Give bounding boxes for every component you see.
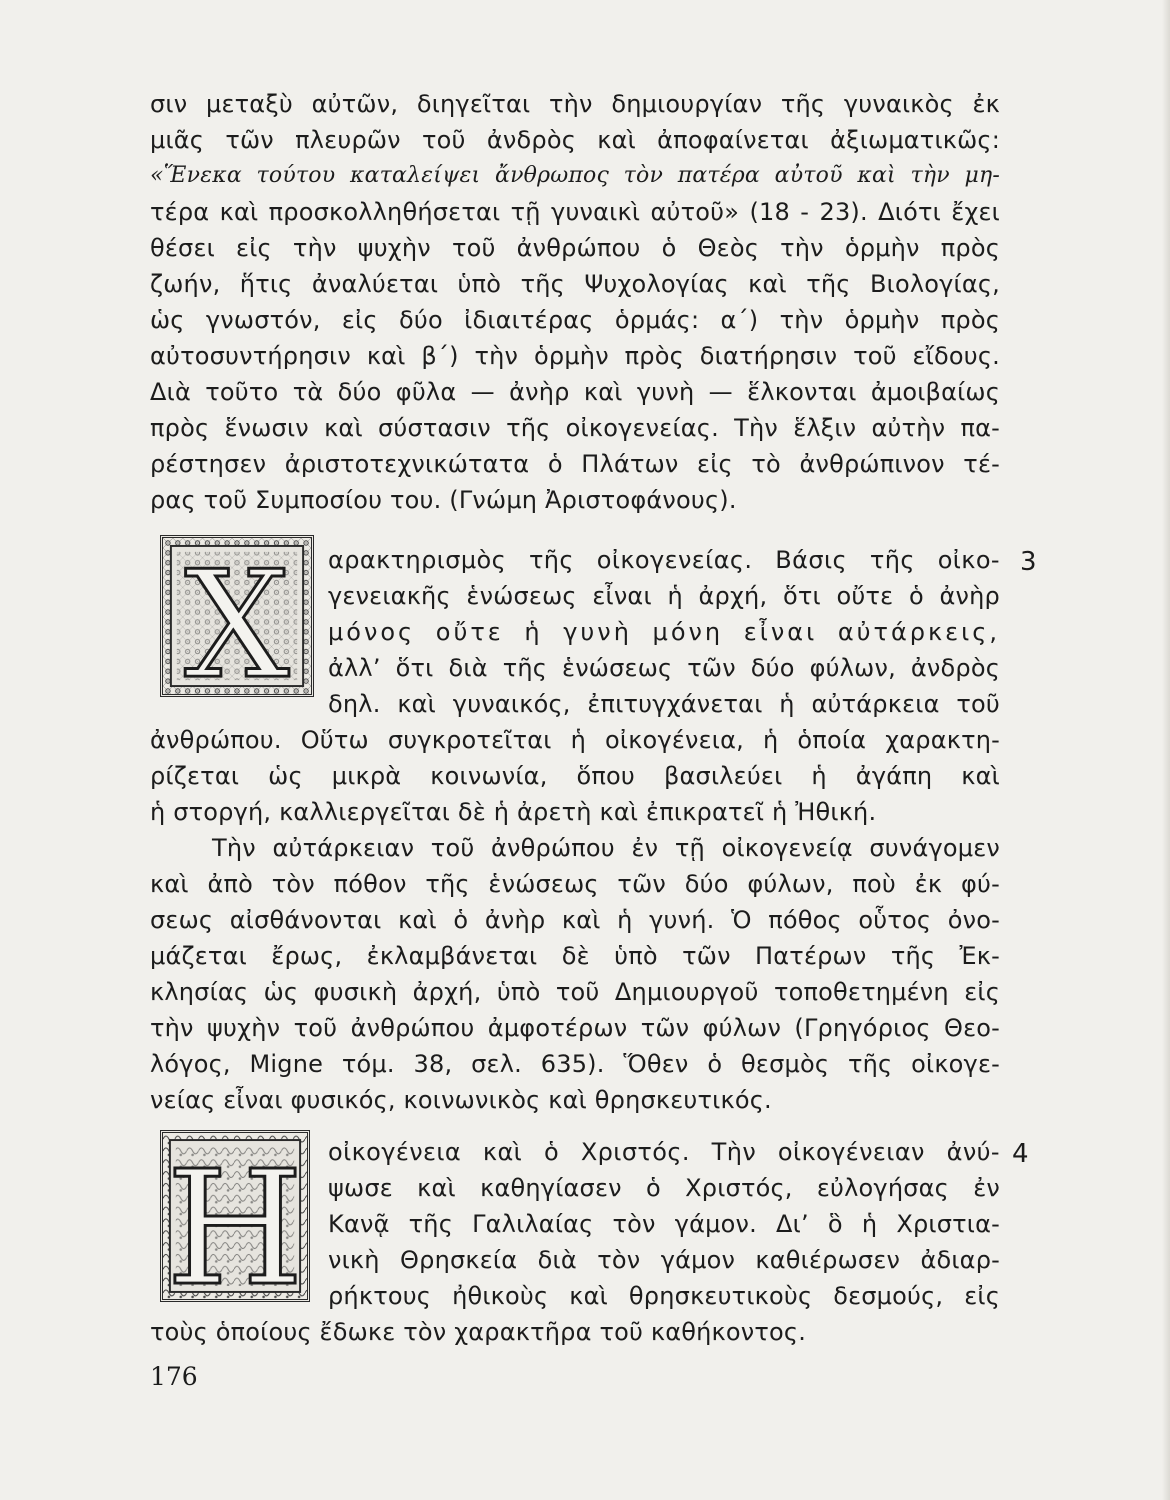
text-line: νείας εἶναι φυσικός, κοινωνικὸς καὶ θρησκευτικός.: [150, 1086, 772, 1114]
text-line: αὐτοσυντήρησιν καὶ β΄) τὴν ὁρμὴν πρὸς διατήρησιν τοῦ εἴδους.: [150, 342, 1000, 370]
text-line: θέσει εἰς τὴν ψυχὴν τοῦ ἀνθρώπου ὁ Θεὸς τὴν ὁρμὴν πρὸς: [150, 234, 1000, 262]
ornamental-initial-chi: [160, 535, 314, 697]
text-line: ρέστησεν ἀριστοτεχνικώτατα ὁ Πλάτων εἰς τὸ ἀνθρώπινον τέ-: [150, 450, 1000, 478]
margin-section-number: 3: [1020, 547, 1037, 577]
page-edge-shadow: [1162, 0, 1170, 1500]
text-line: ἀλλ’ ὅτι διὰ τῆς ἑνώσεως τῶν δύο φύλων, ἀνδρὸς: [328, 654, 1000, 682]
text-line: τέρα καὶ προσκολληθήσεται τῇ γυναικὶ αὐτοῦ» (18 - 23). Διότι ἔχει: [150, 198, 1000, 226]
text-line: μόνος οὔτε ἡ γυνὴ μόνη εἶναι αὐτάρκεις,: [328, 618, 1000, 646]
text-line: νικὴ Θρησκεία διὰ τὸν γάμον καθιέρωσεν ἀδιαρ-: [328, 1246, 1000, 1274]
text-line: Διὰ τοῦτο τὰ δύο φῦλα — ἀνὴρ καὶ γυνὴ — ἕλκονται ἀμοιβαίως: [150, 378, 1000, 406]
text-line: ἡ στοργή, καλλιεργεῖται δὲ ἡ ἀρετὴ καὶ ἐπικρατεῖ ἡ Ἠθική.: [150, 798, 877, 826]
text-line: σιν μεταξὺ αὐτῶν, διηγεῖται τὴν δημιουργίαν τῆς γυναικὸς ἐκ: [150, 90, 1000, 118]
text-line: Τὴν αὐτάρκειαν τοῦ ἀνθρώπου ἐν τῇ οἰκογενείᾳ συνάγομεν: [212, 834, 1000, 862]
eta-initial-icon: [163, 1133, 307, 1299]
text-line: γενειακῆς ἑνώσεως εἶναι ἡ ἀρχή, ὅτι οὔτε ὁ ἀνὴρ: [328, 582, 1000, 610]
quote-line: «Ἕνεκα τούτου καταλείψει ἄνθρωπος τὸν πατέρα αὐτοῦ καὶ τὴν μη-: [150, 163, 1000, 188]
text-line: τοὺς ὁποίους ἔδωκε τὸν χαρακτῆρα τοῦ καθήκοντος.: [150, 1318, 807, 1346]
chi-initial-icon: [163, 538, 311, 694]
text-line: τὴν ψυχὴν τοῦ ἀνθρώπου ἀμφοτέρων τῶν φύλων (Γρηγόριος Θεο-: [150, 1014, 1000, 1042]
svg-text:Η: Η: [166, 1138, 304, 1299]
section-heading-line: αρακτηρισμὸς τῆς οἰκογενείας. Βάσις τῆς οἰκο-: [328, 546, 1000, 574]
text-line: πρὸς ἕνωσιν καὶ σύστασιν τῆς οἰκογενείας. Τὴν ἕλξιν αὐτὴν πα-: [150, 414, 1000, 442]
text-line: λόγος, Migne τόμ. 38, σελ. 635). Ὅθεν ὁ θεσμὸς τῆς οἰκογε-: [150, 1050, 1000, 1078]
text-line: ὡς γνωστόν, εἰς δύο ἰδιαιτέρας ὁρμάς: α΄) τὴν ὁρμὴν πρὸς: [150, 306, 1000, 334]
text-line: ρίζεται ὡς μικρὰ κοινωνία, ὅπου βασιλεύει ἡ ἀγάπη καὶ: [150, 762, 1000, 790]
text-line: ἀνθρώπου. Οὕτω συγκροτεῖται ἡ οἰκογένεια, ἡ ὁποία χαρακτη-: [150, 726, 1000, 754]
text-line: μάζεται ἔρως, ἐκλαμβάνεται δὲ ὑπὸ τῶν Πατέρων τῆς Ἐκ-: [150, 942, 1000, 970]
text-line: καὶ ἀπὸ τὸν πόθον τῆς ἑνώσεως τῶν δύο φύλων, ποὺ ἐκ φύ-: [150, 870, 1000, 898]
text-line: κλησίας ὡς φυσικὴ ἀρχή, ὑπὸ τοῦ Δημιουργοῦ τοποθετημένη εἰς: [150, 978, 1000, 1006]
svg-text:Χ: Χ: [184, 539, 290, 694]
section-heading-line: οἰκογένεια καὶ ὁ Χριστός. Τὴν οἰκογένειαν ἀνύ-: [328, 1138, 1000, 1166]
text-line: ψωσε καὶ καθηγίασεν ὁ Χριστός, εὐλογήσας ἐν: [328, 1174, 1000, 1202]
text-line: Κανᾷ τῆς Γαλιλαίας τὸν γάμον. Δι’ ὃ ἡ Χριστια-: [328, 1210, 1000, 1238]
text-line: ζωήν, ἥτις ἀναλύεται ὑπὸ τῆς Ψυχολογίας καὶ τῆς Βιολογίας,: [150, 270, 1000, 298]
text-line: σεως αἰσθάνονται καὶ ὁ ἀνὴρ καὶ ἡ γυνή. Ὁ πόθος οὗτος ὀνο-: [150, 906, 1000, 934]
ornamental-initial-eta: [160, 1130, 310, 1302]
text-line: μιᾶς τῶν πλευρῶν τοῦ ἀνδρὸς καὶ ἀποφαίνεται ἀξιωματικῶς:: [150, 126, 1000, 154]
text-line: δηλ. καὶ γυναικός, ἐπιτυγχάνεται ἡ αὐτάρκεια τοῦ: [328, 690, 1000, 718]
text-line: ρας τοῦ Συμποσίου του. (Γνώμη Ἀριστοφάνους).: [150, 486, 737, 514]
text-line: ρήκτους ἠθικοὺς καὶ θρησκευτικοὺς δεσμούς, εἰς: [328, 1282, 1000, 1310]
page-number: 176: [150, 1362, 198, 1391]
margin-section-number: 4: [1012, 1139, 1029, 1169]
